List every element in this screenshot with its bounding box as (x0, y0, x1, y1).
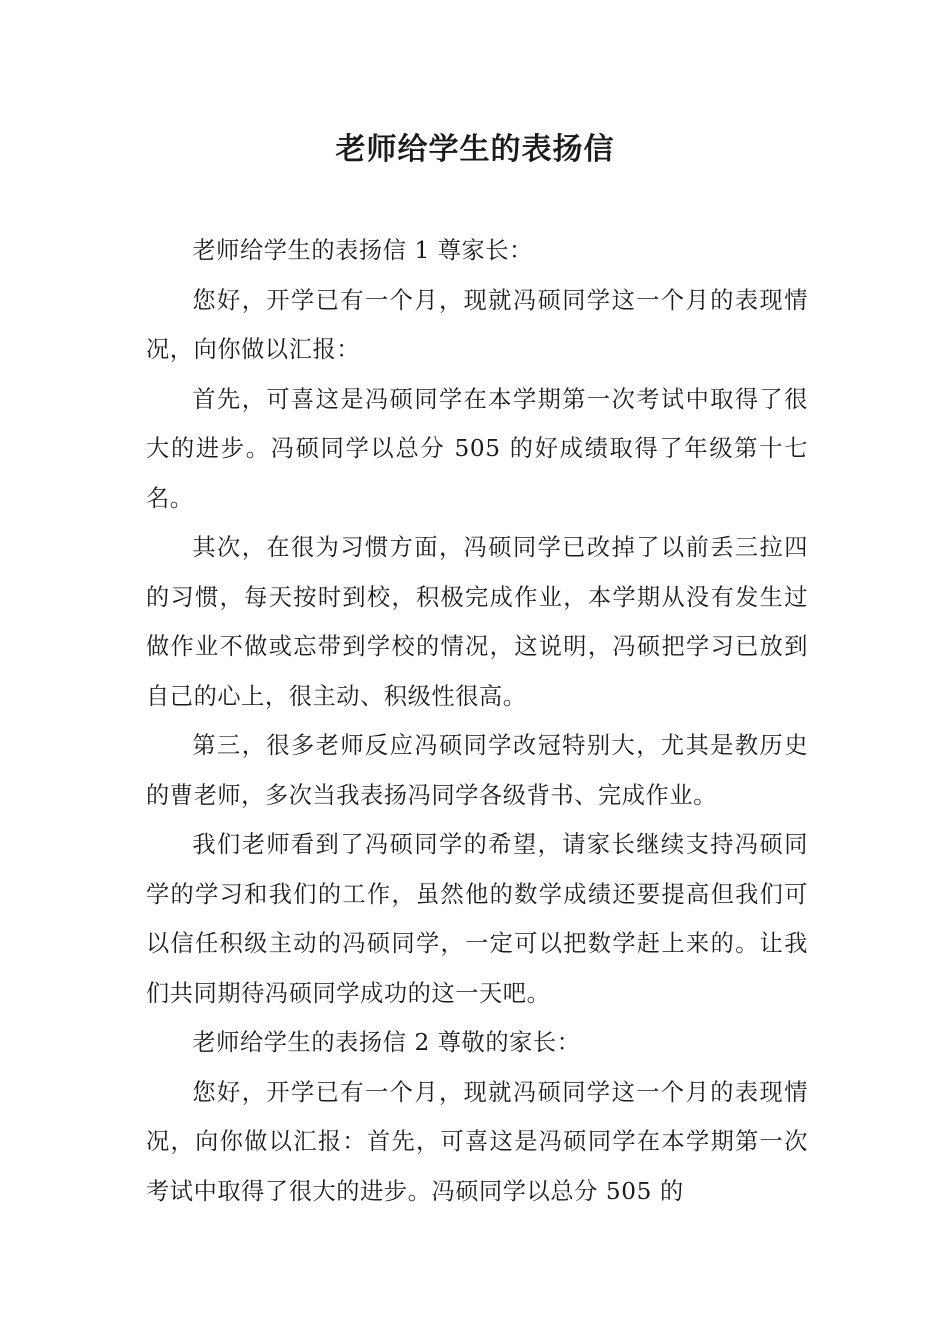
paragraph-letter2-salutation: 老师给学生的表扬信 2 尊敬的家长： (192, 1029, 581, 1056)
paragraph-first-point: 首先，可喜这是冯硕同学在本学期第一次考试中取得了很大的进步。冯硕同学以总分 505 的好成绩取得了年级第十七名。 (146, 385, 808, 512)
document-body (146, 226, 808, 1216)
paragraph-third-point: 第三，很多老师反应冯硕同学改冠特别大，尤其是教历史的曹老师，多次当我表扬冯同学各级背书、完成作业。 (146, 732, 808, 809)
paragraph-closing: 我们老师看到了冯硕同学的希望，请家长继续支持冯硕同学的学习和我们的工作，虽然他的数学成绩还要提高但我们可以信任积级主动的冯硕同学，一定可以把数学赶上来的。让我们共同期待冯硕同学成功的这一天吧。 (146, 831, 808, 1007)
document-title: 老师给学生的表扬信 (335, 132, 615, 167)
paragraph-letter1-salutation: 老师给学生的表扬信 1 尊家长： (192, 237, 533, 264)
paragraph-second-point: 其次，在很为习惯方面，冯硕同学已改掉了以前丢三拉四的习惯，每天按时到校，积极完成作业，本学期从没有发生过做作业不做或忘带到学校的情况，这说明，冯硕把学习已放到自己的心上，很主动、积级性很高。 (146, 534, 808, 710)
paragraph-letter2-body: 您好，开学已有一个月，现就冯硕同学这一个月的表现情况，向你做以汇报：首先，可喜这是冯硕同学在本学期第一次考试中取得了很大的进步。冯硕同学以总分 505 的 (146, 1078, 808, 1205)
paragraph-greeting: 您好，开学已有一个月，现就冯硕同学这一个月的表现情况，向你做以汇报： (146, 286, 808, 363)
